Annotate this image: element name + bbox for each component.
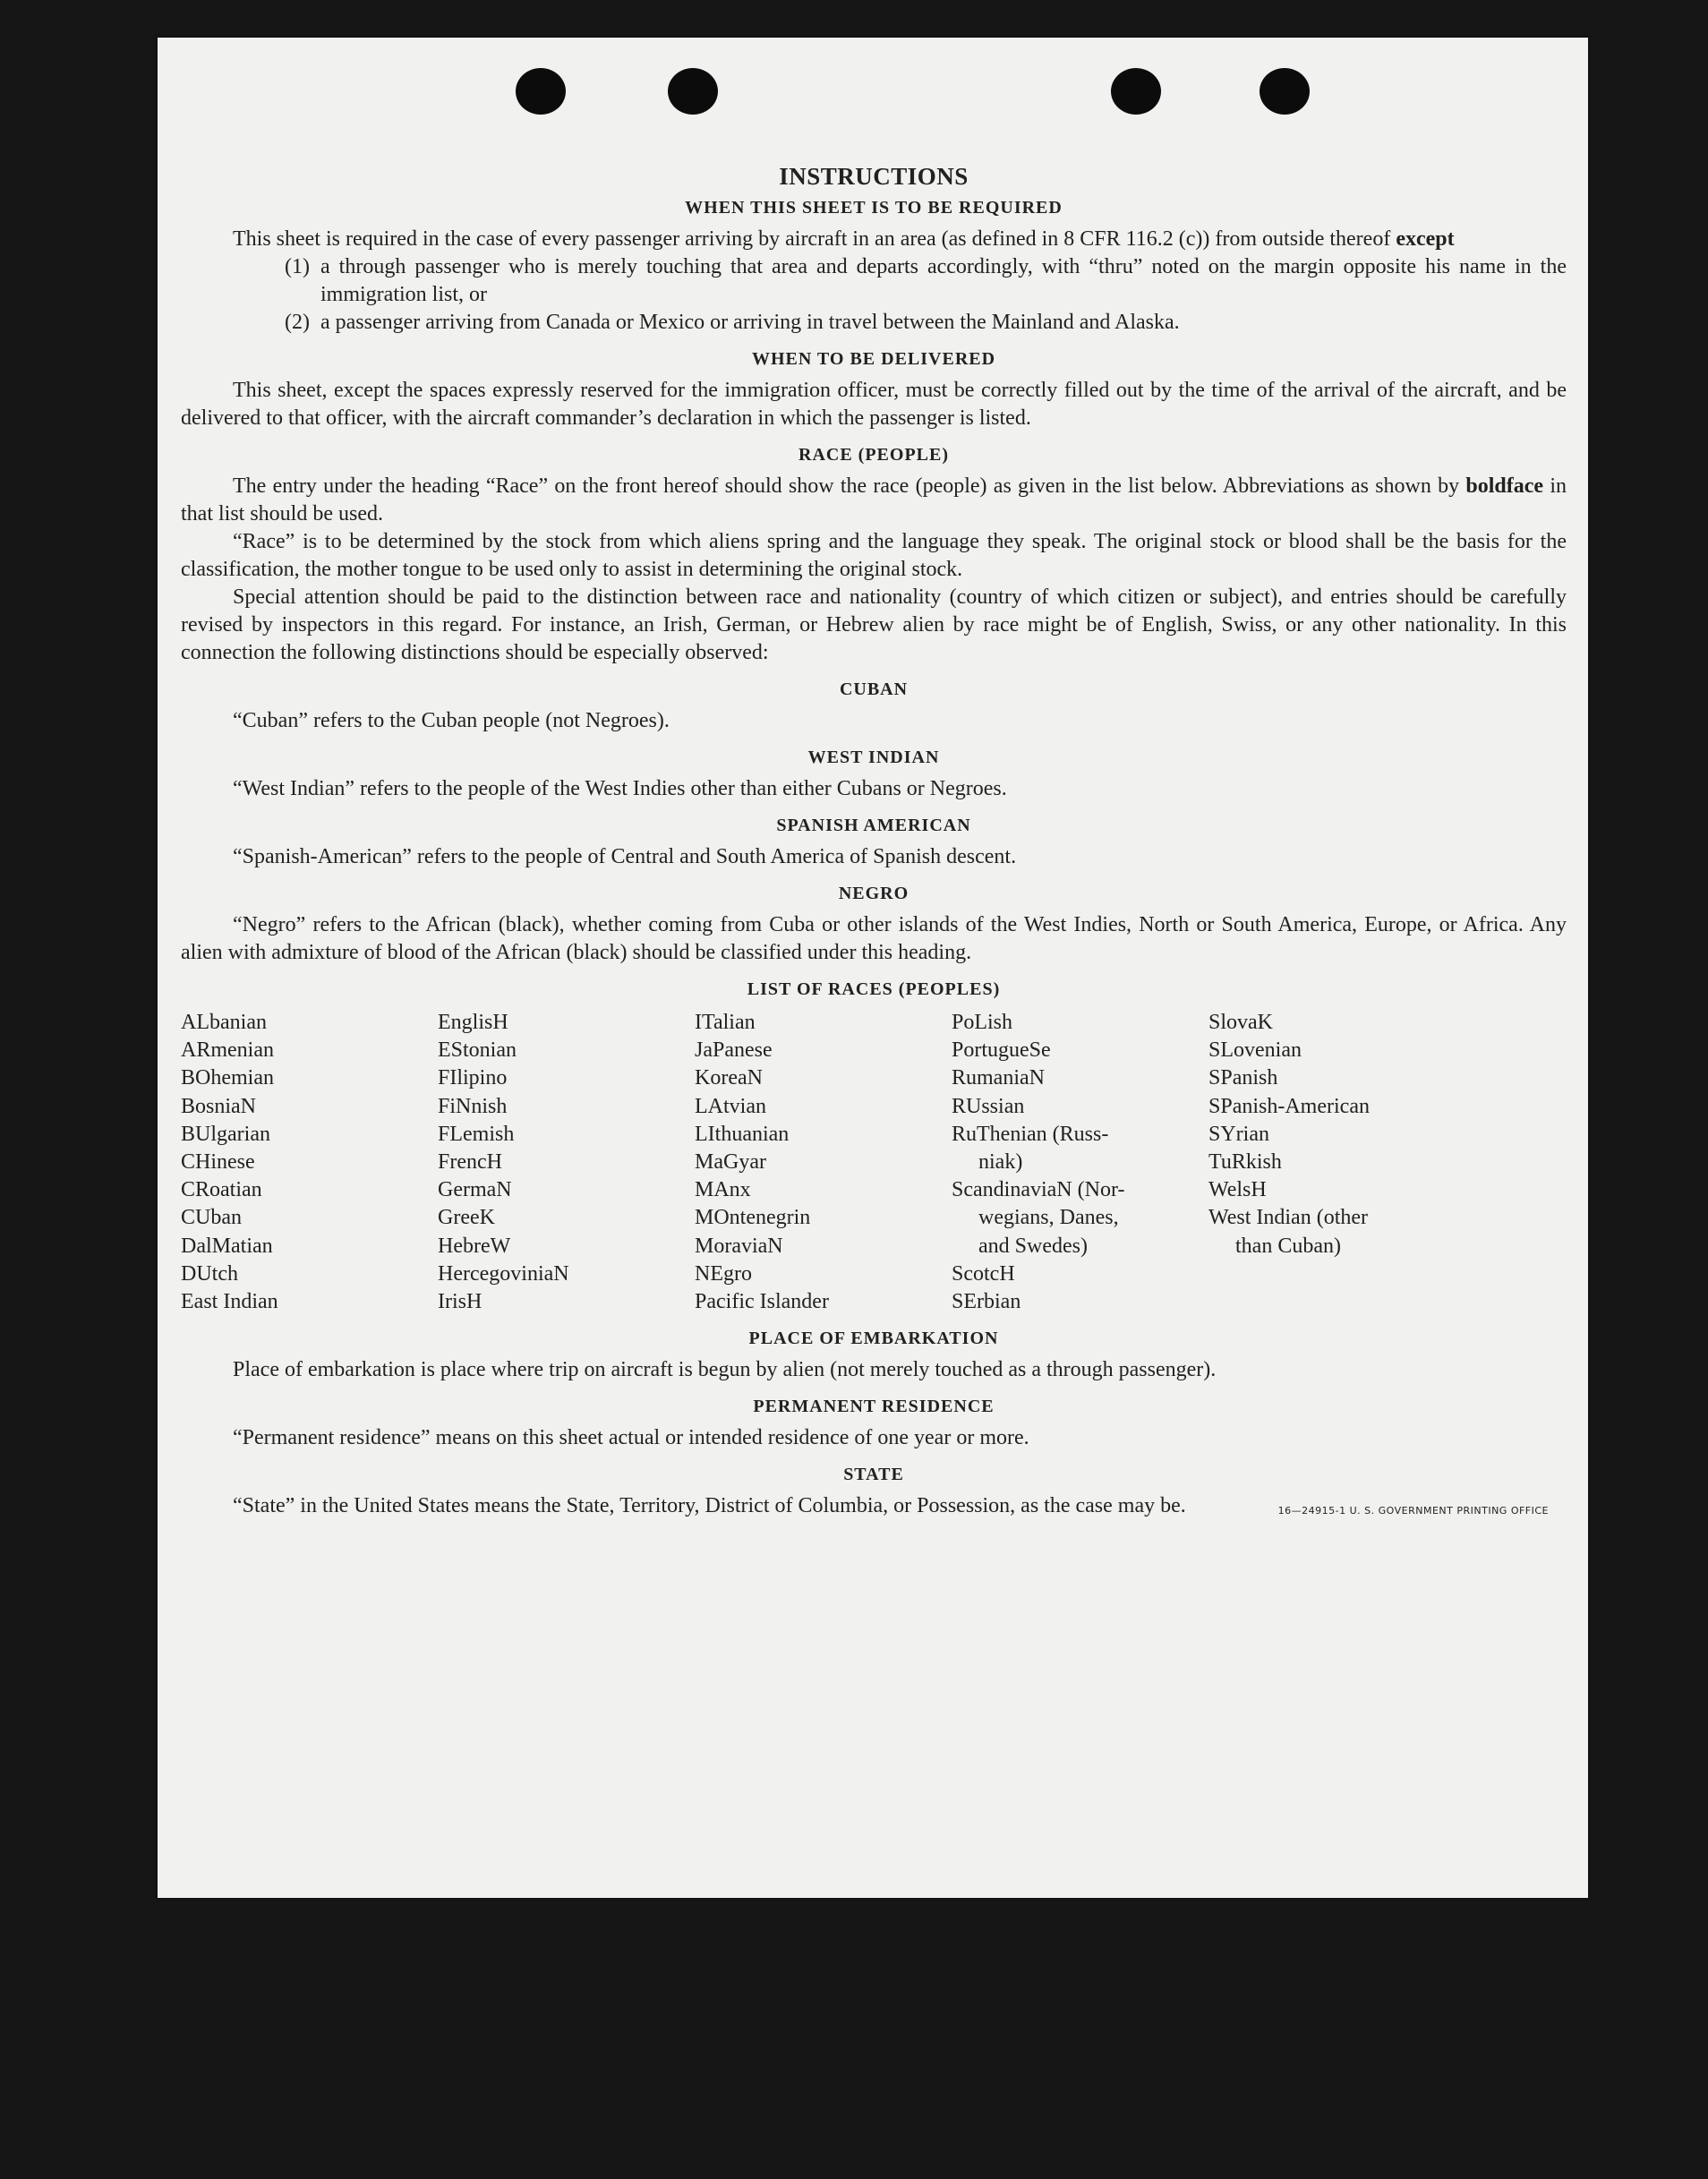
race-item: DUtch bbox=[181, 1261, 238, 1286]
required-intro: This sheet is required in the case of every passenger arriving by aircraft in an area (as defined in 8 CFR 116.2 (c)) from outside thereof except bbox=[233, 227, 1455, 251]
race-item: SYrian bbox=[1208, 1122, 1269, 1146]
residence-text: “Permanent residence” means on this sheet actual or intended residence of one year or more. bbox=[233, 1426, 1029, 1450]
race-item: DalMatian bbox=[181, 1234, 273, 1258]
race-item: SLovenian bbox=[1208, 1038, 1302, 1063]
race-item: NEgro bbox=[695, 1261, 752, 1286]
heading-spanish-american: SPANISH AMERICAN bbox=[776, 816, 971, 835]
race-item: FLemish bbox=[438, 1122, 515, 1146]
embarkation-text: Place of embarkation is place where trip on aircraft is begun by alien (not merely touched as a through passenger). bbox=[233, 1358, 1217, 1382]
race-item: SErbian bbox=[952, 1290, 1021, 1314]
race-item: KoreaN bbox=[695, 1066, 763, 1090]
race-item: than Cuban) bbox=[1235, 1234, 1341, 1258]
instructions-content bbox=[181, 163, 1567, 1520]
race-item: West Indian (other bbox=[1208, 1206, 1369, 1230]
race-item: RuThenian (Russ- bbox=[952, 1122, 1109, 1146]
punch-hole bbox=[668, 68, 718, 115]
race-item: CRoatian bbox=[181, 1178, 262, 1202]
race-item: LIthuanian bbox=[695, 1122, 790, 1146]
race-item: Pacific Islander bbox=[695, 1290, 829, 1314]
race-item: MaGyar bbox=[695, 1150, 766, 1175]
printing-office-footer: 16—24915-1 U. S. GOVERNMENT PRINTING OFFICE bbox=[1277, 1505, 1549, 1517]
races-column bbox=[181, 1009, 438, 1316]
cuban-text: “Cuban” refers to the Cuban people (not Negroes). bbox=[233, 709, 670, 732]
heading-west-indian: WEST INDIAN bbox=[807, 748, 940, 767]
spanish-american-text: “Spanish-American” refers to the people of Central and South America of Spanish descent. bbox=[233, 845, 1017, 868]
punch-hole bbox=[1260, 68, 1310, 115]
state-text: “State” in the United States means the State, Territory, District of Columbia, or Possession, as the case may be. bbox=[233, 1494, 1186, 1518]
race-item: MOntenegrin bbox=[695, 1206, 811, 1230]
race-item: ScotcH bbox=[952, 1261, 1015, 1286]
races-column bbox=[695, 1009, 952, 1316]
race-item: TuRkish bbox=[1208, 1150, 1282, 1175]
race-item: MoraviaN bbox=[695, 1234, 783, 1258]
race-item: GermaN bbox=[438, 1178, 512, 1202]
race-item: ScandinaviaN (Nor- bbox=[952, 1178, 1125, 1202]
race-item: SlovaK bbox=[1208, 1011, 1273, 1034]
race-item: wegians, Danes, bbox=[978, 1206, 1119, 1230]
heading-state: STATE bbox=[843, 1465, 904, 1485]
heading-required: WHEN THIS SHEET IS TO BE REQUIRED bbox=[685, 198, 1063, 218]
races-column bbox=[1208, 1009, 1465, 1316]
race-item: and Swedes) bbox=[978, 1234, 1088, 1258]
races-column bbox=[438, 1009, 695, 1316]
race-item: niak) bbox=[978, 1150, 1023, 1175]
race-item: PoLish bbox=[952, 1011, 1013, 1034]
race-item: SPanish bbox=[1208, 1066, 1278, 1090]
race-item: ALbanian bbox=[181, 1011, 267, 1034]
heading-cuban: CUBAN bbox=[839, 679, 909, 699]
race-item: IrisH bbox=[438, 1290, 483, 1314]
race-item: GreeK bbox=[438, 1206, 495, 1230]
race-item: BosniaN bbox=[181, 1094, 256, 1118]
race-paragraph-2: “Race” is to be determined by the stock from which aliens spring and the language they speak. The original stock or blood shall be the basis for the classification, the mother tongue to be used only to assist in determining the original stock. bbox=[181, 530, 1567, 581]
race-item: RumaniaN bbox=[952, 1066, 1045, 1090]
race-item: LAtvian bbox=[695, 1094, 766, 1118]
race-item: CUban bbox=[181, 1206, 242, 1230]
race-item: RUssian bbox=[952, 1094, 1025, 1118]
races-list bbox=[181, 1009, 1567, 1316]
race-item: PortugueSe bbox=[952, 1038, 1051, 1063]
heading-list-of-races: LIST OF RACES (PEOPLES) bbox=[747, 979, 1001, 999]
race-item: HebreW bbox=[438, 1234, 511, 1258]
race-item: MAnx bbox=[695, 1178, 751, 1202]
heading-embarkation: PLACE OF EMBARKATION bbox=[748, 1329, 999, 1349]
delivered-text: This sheet, except the spaces expressly reserved for the immigration officer, must be correctly filled out by the time of the arrival of the aircraft, and be delivered to that officer, with the aircraft commander’s declaration in which the passenger is listed. bbox=[181, 379, 1567, 430]
west-indian-text: “West Indian” refers to the people of the West Indies other than either Cubans or Negroes. bbox=[233, 777, 1007, 800]
race-item: FrencH bbox=[438, 1150, 502, 1175]
race-item: EnglisH bbox=[438, 1011, 508, 1034]
heading-race: RACE (PEOPLE) bbox=[798, 445, 949, 465]
race-item: EStonian bbox=[438, 1038, 517, 1063]
negro-text: “Negro” refers to the African (black), whether coming from Cuba or other islands of the West Indies, North or South America, Europe, or Africa. Any alien with admixture of blood of the African (black) should be classified under this heading. bbox=[181, 913, 1567, 964]
race-paragraph-3: Special attention should be paid to the distinction between race and nationality (country of which citizen or subject), and entries should be carefully revised by inspectors in this regard. For instance, an Irish, German, or Hebrew alien by race might be of English, Swiss, or any other nationality. In this connection the following distinctions should be especially observed: bbox=[181, 585, 1567, 664]
race-item: SPanish-American bbox=[1208, 1094, 1370, 1118]
race-item: FiNnish bbox=[438, 1094, 508, 1118]
document-sheet bbox=[158, 38, 1588, 1898]
race-item: WelsH bbox=[1208, 1178, 1267, 1202]
race-item: ITalian bbox=[695, 1011, 756, 1034]
race-item: JaPanese bbox=[695, 1038, 773, 1063]
page-title: INSTRUCTIONS bbox=[779, 163, 969, 190]
condition-2: (2) a passenger arriving from Canada or Mexico or arriving in travel between the Mainland and Alaska. bbox=[285, 311, 1180, 334]
race-item: FIlipino bbox=[438, 1066, 508, 1090]
punch-hole bbox=[1111, 68, 1161, 115]
race-item: HercegoviniaN bbox=[438, 1261, 569, 1286]
heading-negro: NEGRO bbox=[838, 884, 910, 903]
race-item: East Indian bbox=[181, 1290, 278, 1314]
race-item: BOhemian bbox=[181, 1066, 274, 1090]
punch-hole bbox=[516, 68, 566, 115]
state-row bbox=[181, 1492, 1567, 1520]
race-item: BUlgarian bbox=[181, 1122, 270, 1146]
condition-1: (1) a through passenger who is merely touching that area and departs accordingly, with “thru” noted on the margin opposite his name in the immigration list, or bbox=[285, 255, 1567, 306]
heading-delivered: WHEN TO BE DELIVERED bbox=[751, 349, 996, 369]
races-column bbox=[952, 1009, 1208, 1316]
race-paragraph-1: The entry under the heading “Race” on the front hereof should show the race (people) as given in the list below. Abbreviations as shown by boldface in that list should be used. bbox=[181, 474, 1567, 526]
heading-residence: PERMANENT RESIDENCE bbox=[753, 1397, 995, 1417]
race-item: CHinese bbox=[181, 1150, 255, 1175]
race-item: ARmenian bbox=[181, 1038, 274, 1063]
